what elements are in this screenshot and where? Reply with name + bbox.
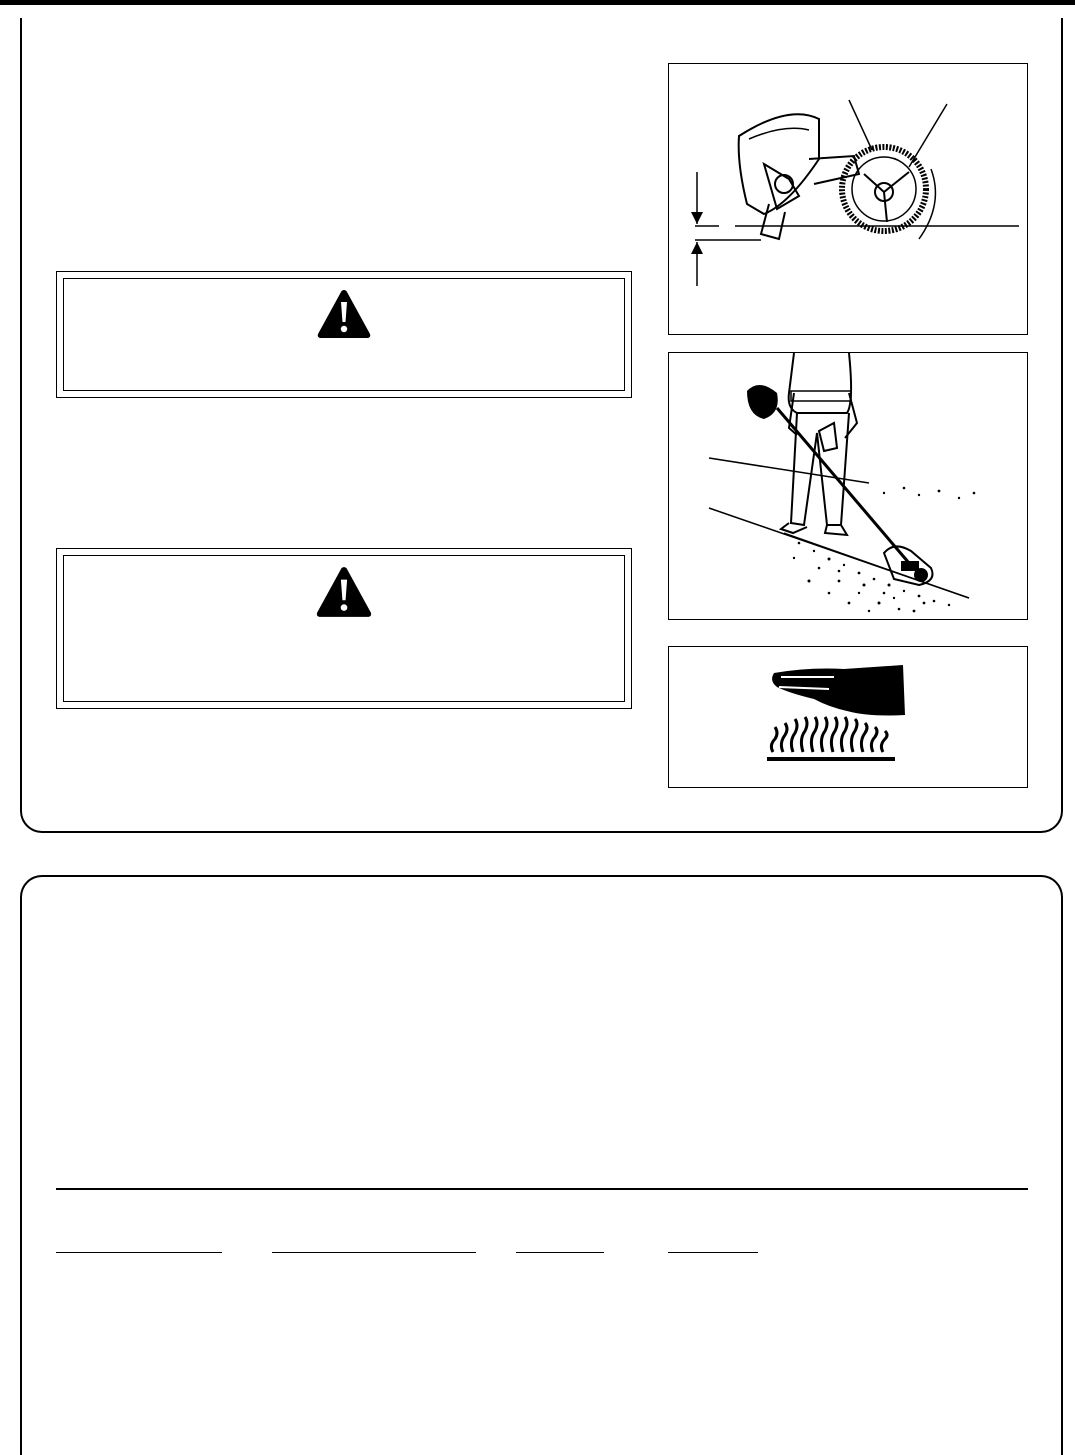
warning-box-1 [56, 271, 632, 398]
table-column-1-underline [56, 1252, 222, 1253]
top-rule [0, 0, 1075, 5]
edger-depth-drawing [669, 64, 1026, 333]
hot-surface-symbol [668, 646, 1028, 788]
warning-triangle-icon [316, 288, 372, 340]
hot-surface-drawing [669, 647, 1026, 786]
warning-box-2-inner [63, 555, 625, 702]
edger-depth-diagram [668, 63, 1028, 335]
warning-box-1-inner [63, 278, 625, 391]
table-column-2-underline [272, 1252, 476, 1253]
section-divider [56, 1188, 1028, 1190]
operator-edging-illustration [668, 352, 1028, 620]
lower-content-panel [20, 875, 1063, 1455]
warning-triangle-icon [315, 565, 373, 619]
table-column-3-underline [516, 1252, 604, 1253]
warning-box-2 [56, 548, 632, 709]
table-column-4-underline [668, 1252, 758, 1253]
operator-edging-drawing [669, 353, 1026, 618]
